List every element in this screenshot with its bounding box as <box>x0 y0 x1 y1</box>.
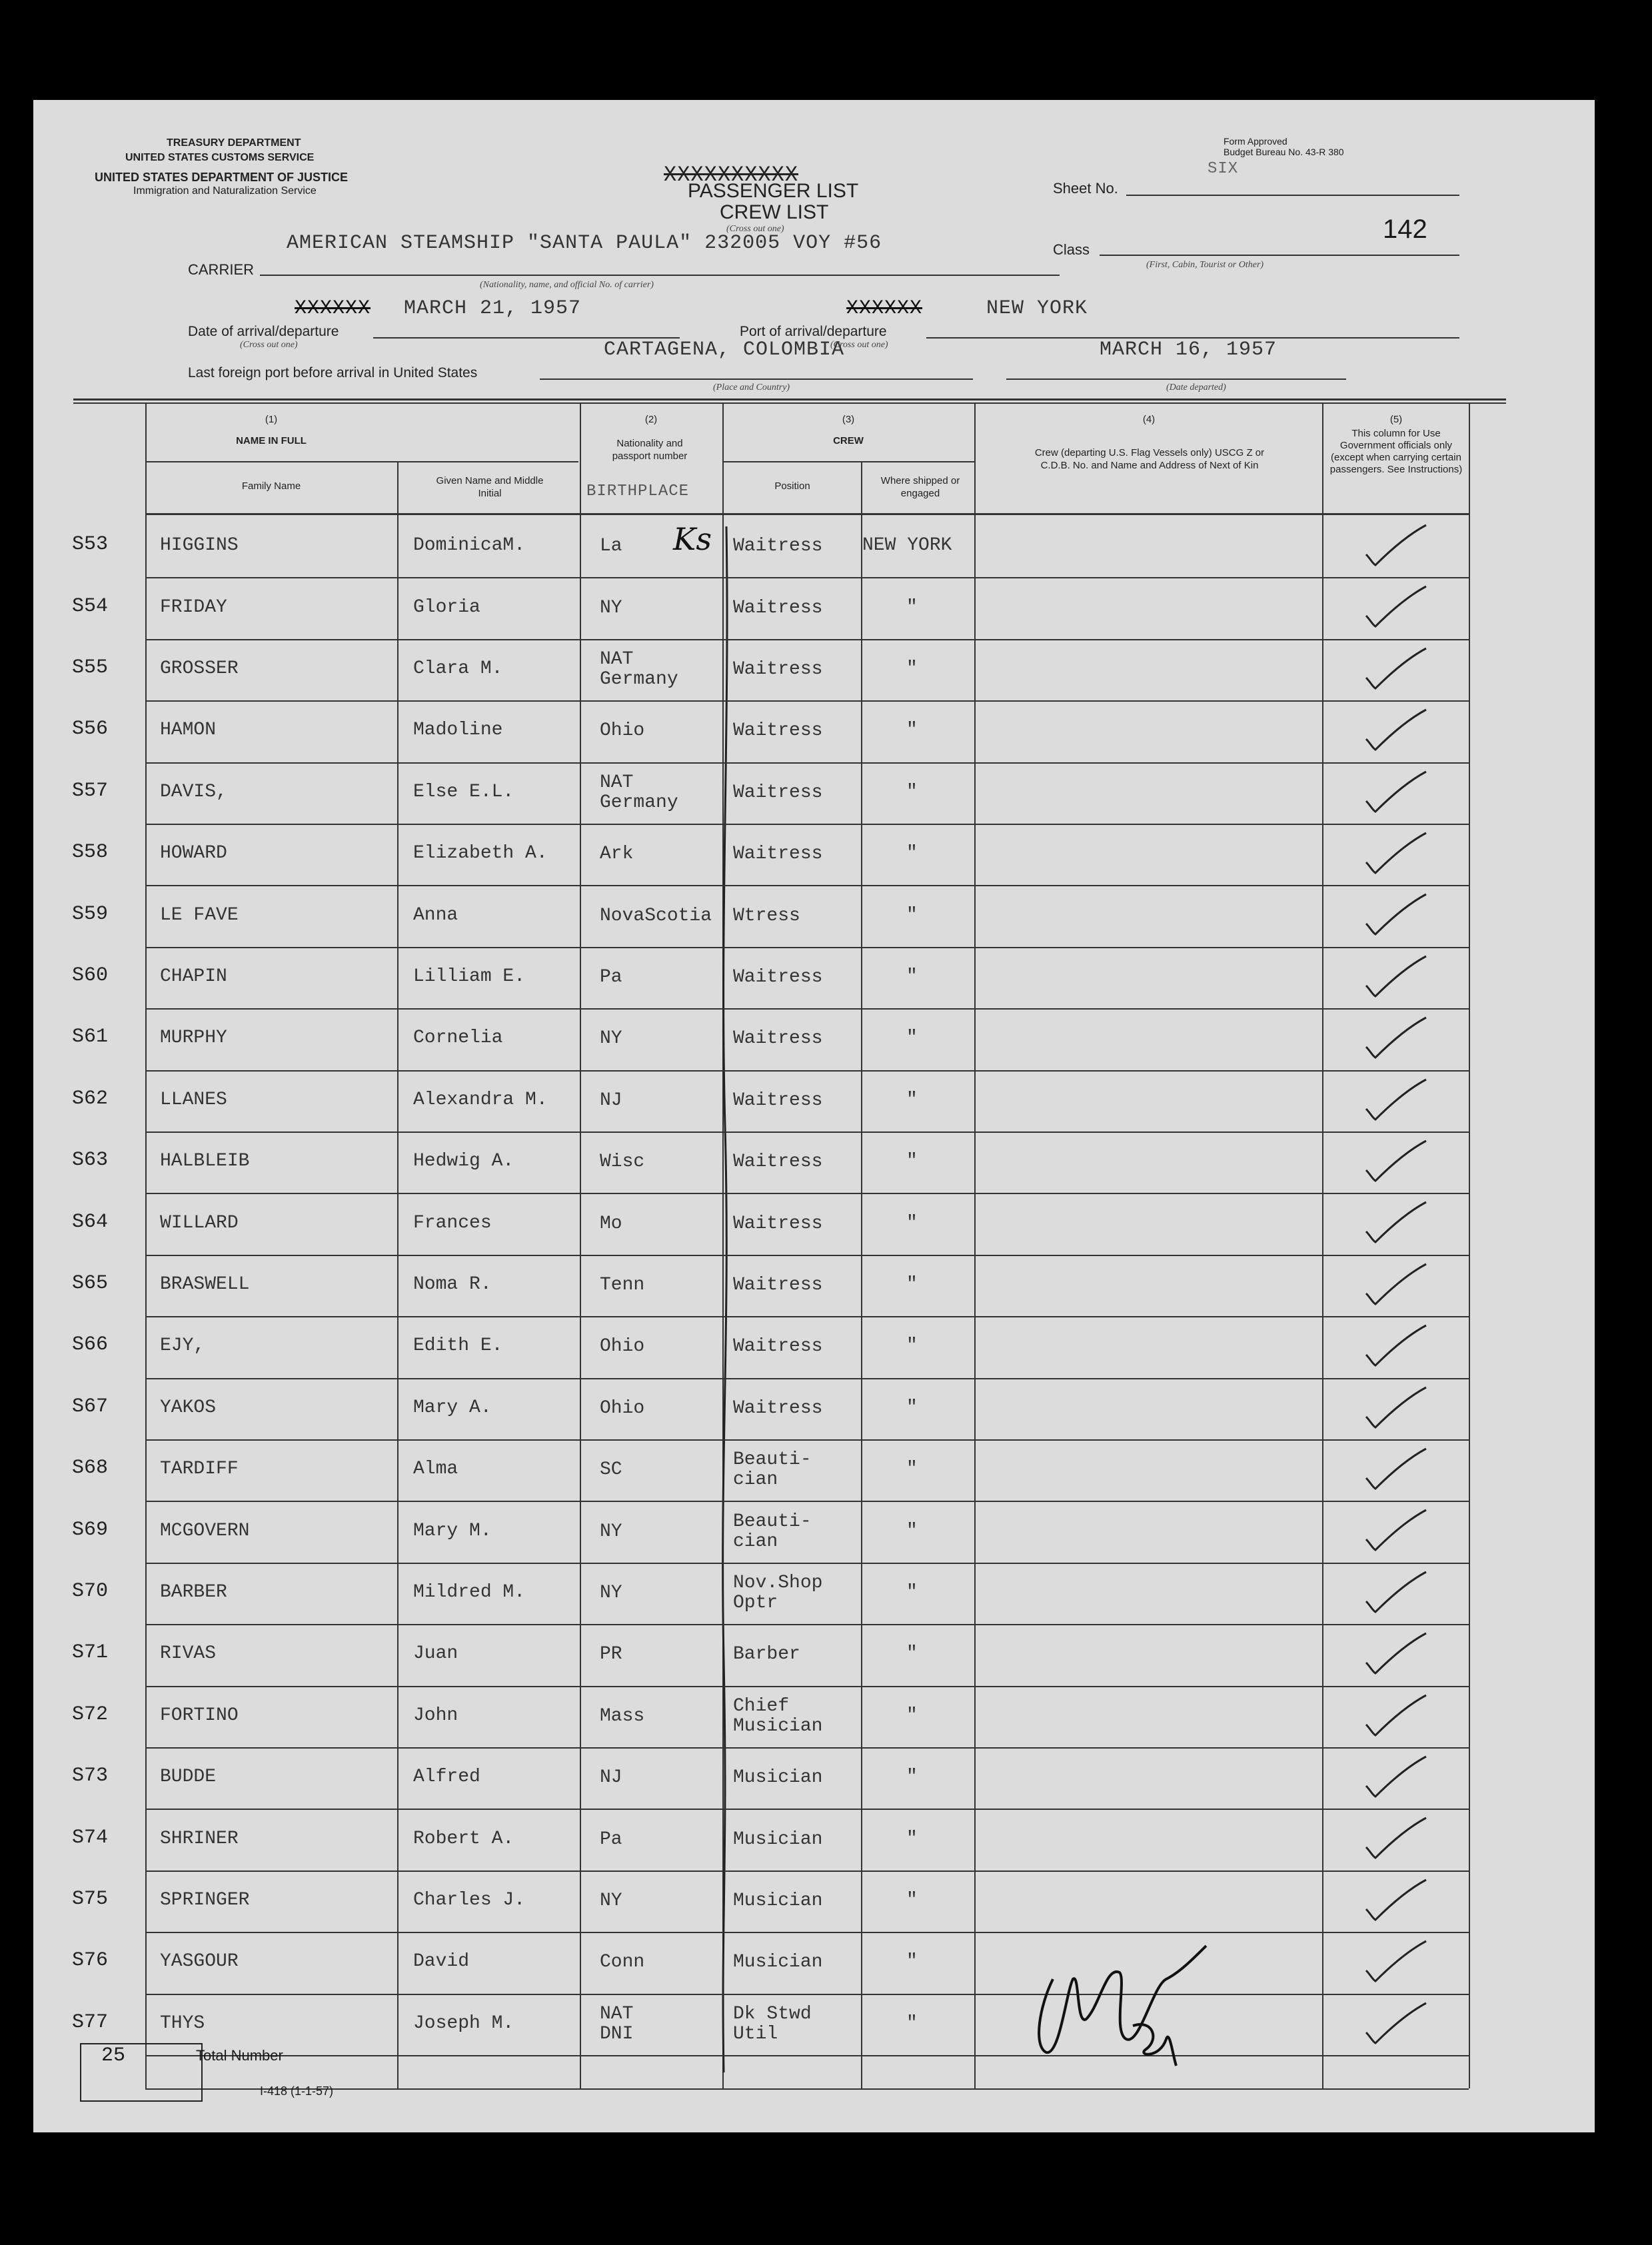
row-divider <box>145 1193 1469 1194</box>
sheet-no-value: SIX <box>1208 160 1239 178</box>
check-mark <box>1359 829 1433 882</box>
row-number: S66 <box>72 1333 109 1357</box>
date-struck: XXXXXX <box>295 297 371 320</box>
where-shipped-cell: " <box>906 1582 918 1603</box>
where-shipped-cell: " <box>906 1089 918 1110</box>
row-divider <box>145 1686 1469 1687</box>
given-name-cell: Robert A. <box>413 1828 514 1849</box>
row-divider <box>145 1747 1469 1749</box>
position-cell: Beauti- cian <box>733 1449 812 1491</box>
position-cell: Musician <box>733 1890 823 1911</box>
where-shipped-cell: " <box>906 1828 918 1849</box>
col-position: Position <box>774 480 810 492</box>
where-shipped-cell: " <box>906 1151 918 1172</box>
given-name-cell: Madoline <box>413 720 503 741</box>
row-divider <box>145 1624 1469 1625</box>
date-departed-value: MARCH 16, 1957 <box>1100 339 1277 361</box>
carrier-label: CARRIER <box>188 261 255 278</box>
family-name-cell: FRIDAY <box>160 596 227 618</box>
row-divider <box>145 1501 1469 1502</box>
where-shipped-cell: " <box>906 596 918 618</box>
row-divider <box>145 1070 1469 1072</box>
given-name-cell: Joseph M. <box>413 2012 514 2034</box>
family-name-cell: CHAPIN <box>160 966 227 987</box>
row-number: S53 <box>72 533 109 556</box>
position-cell: Musician <box>733 1767 823 1789</box>
crew-list-title: CREW LIST <box>720 201 829 223</box>
nationality-cell: NovaScotia <box>600 905 712 926</box>
row-number: S73 <box>72 1765 109 1788</box>
family-name-cell: SPRINGER <box>160 1890 250 1910</box>
port-value: NEW YORK <box>986 297 1088 320</box>
last-port-label: Last foreign port before arrival in United States <box>188 365 478 380</box>
given-name-cell: Mildred M. <box>413 1582 526 1603</box>
family-name-cell: DAVIS, <box>160 781 227 802</box>
check-mark <box>1359 1937 1433 1990</box>
position-cell: Waitress <box>733 782 823 803</box>
nationality-cell: Ohio <box>600 1336 645 1357</box>
where-shipped-cell: " <box>906 1767 918 1788</box>
row-number: S56 <box>72 718 109 741</box>
nationality-cell: Pa <box>600 967 622 988</box>
where-shipped-cell: " <box>906 1028 918 1049</box>
check-mark <box>1359 582 1433 636</box>
position-cell: Waitress <box>733 1397 823 1419</box>
agency-customs: UNITED STATES CUSTOMS SERVICE <box>125 152 315 163</box>
given-name-cell: Alma <box>413 1459 458 1480</box>
check-mark <box>1359 768 1433 821</box>
passenger-list-title: PASSENGER LIST <box>688 180 859 202</box>
total-number-label: Total Number <box>196 2047 283 2064</box>
col2-number: (2) <box>644 414 658 425</box>
check-mark <box>1359 644 1433 698</box>
where-shipped-cell: " <box>906 904 918 926</box>
check-mark <box>1359 890 1433 944</box>
position-cell: Waitress <box>733 720 823 742</box>
position-cell: Beauti- cian <box>733 1511 812 1552</box>
row-divider <box>145 639 1469 640</box>
nationality-cell: Pa <box>600 1829 622 1850</box>
row-divider <box>145 1439 1469 1441</box>
carrier-value: AMERICAN STEAMSHIP "SANTA PAULA" 232005 VOY #56 <box>287 232 882 255</box>
given-name-cell: Mary M. <box>413 1520 492 1541</box>
row-number: S71 <box>72 1641 109 1665</box>
nationality-cell: SC <box>600 1459 622 1481</box>
row-number: S61 <box>72 1026 109 1049</box>
form-number: I-418 (1-1-57) <box>260 2084 334 2098</box>
where-shipped-cell: " <box>906 1951 918 1972</box>
row-divider <box>145 762 1469 764</box>
given-name-cell: Lilliam E. <box>413 966 526 987</box>
col4-title: Crew (departing U.S. Flag Vessels only) USCG Z or C.D.B. No. and Name and Address of Next of Kin <box>1034 447 1265 471</box>
class-label: Class <box>1053 241 1090 258</box>
row-number: S60 <box>72 964 109 987</box>
sheet-no-label: Sheet No. <box>1053 180 1118 197</box>
check-mark <box>1359 1445 1433 1498</box>
col1-title: NAME IN FULL <box>236 435 307 446</box>
check-mark <box>1359 1999 1433 2052</box>
where-shipped-cell: " <box>906 720 918 741</box>
position-cell: Waitress <box>733 659 823 680</box>
date-departed-note: (Date departed) <box>1166 382 1226 392</box>
row-divider <box>145 1809 1469 1810</box>
nationality-cell: Mo <box>600 1213 622 1234</box>
agency-ins: Immigration and Naturalization Service <box>133 185 317 197</box>
check-mark <box>1359 1753 1433 1806</box>
where-shipped-cell: " <box>906 1459 918 1480</box>
check-mark <box>1359 952 1433 1006</box>
row-number: S74 <box>72 1826 109 1849</box>
given-name-cell: Mary A. <box>413 1397 492 1418</box>
row-number: S65 <box>72 1272 109 1295</box>
check-mark <box>1359 1321 1433 1375</box>
nationality-cell: NAT Germany <box>600 772 678 813</box>
nationality-cell: Wisc <box>600 1151 645 1173</box>
row-number: S76 <box>72 1949 109 1972</box>
check-mark <box>1359 1506 1433 1559</box>
row-number: S55 <box>72 656 109 679</box>
given-name-cell: Hedwig A. <box>413 1151 514 1172</box>
row-number: S59 <box>72 902 109 926</box>
row-number: S70 <box>72 1580 109 1603</box>
given-name-cell: Charles J. <box>413 1890 526 1910</box>
row-divider <box>145 1563 1469 1564</box>
check-mark <box>1359 1260 1433 1313</box>
family-name-cell: HOWARD <box>160 843 227 864</box>
position-cell: Waitress <box>733 597 823 618</box>
position-cell: Waitress <box>733 844 823 865</box>
family-name-cell: YAKOS <box>160 1397 217 1418</box>
row-number: S64 <box>72 1210 109 1233</box>
family-name-cell: BARBER <box>160 1582 227 1603</box>
given-name-cell: DominicaM. <box>413 535 526 556</box>
nationality-cell: NY <box>600 1521 622 1542</box>
row-number: S57 <box>72 779 109 802</box>
col5-number: (5) <box>1389 414 1403 425</box>
officer-signature <box>1026 1939 1226 2072</box>
where-shipped-cell: " <box>906 1274 918 1295</box>
agency-justice: UNITED STATES DEPARTMENT OF JUSTICE <box>95 171 349 184</box>
nationality-cell: Ohio <box>600 720 645 742</box>
family-name-cell: YASGOUR <box>160 1951 239 1972</box>
nationality-cell: NAT DNI <box>600 2003 634 2044</box>
struck-title: XXXXXXXXXX <box>664 163 799 187</box>
nationality-cell: PR <box>600 1644 622 1665</box>
row-divider <box>145 1932 1469 1933</box>
given-name-cell: Gloria <box>413 596 480 618</box>
nationality-cell: NAT Germany <box>600 649 678 690</box>
family-name-cell: SHRINER <box>160 1828 239 1849</box>
agency-treasury: TREASURY DEPARTMENT <box>167 137 301 149</box>
check-mark <box>1359 1876 1433 1929</box>
form-approved: Form Approved <box>1224 136 1287 147</box>
nationality-cell: NY <box>600 597 622 618</box>
where-shipped-cell: " <box>906 1643 918 1665</box>
family-name-cell: TARDIFF <box>160 1459 239 1480</box>
col2-birthplace: BIRTHPLACE <box>586 482 690 500</box>
where-shipped-cell: " <box>906 1335 918 1357</box>
given-name-cell: Anna <box>413 904 458 926</box>
given-name-cell: Clara M. <box>413 658 503 679</box>
row-number: S77 <box>72 2010 109 2034</box>
given-name-cell: Frances <box>413 1212 492 1233</box>
given-name-cell: Cornelia <box>413 1028 503 1049</box>
where-shipped-cell: " <box>906 843 918 864</box>
family-name-cell: BRASWELL <box>160 1274 250 1295</box>
family-name-cell: FORTINO <box>160 1705 239 1726</box>
row-number: S72 <box>72 1703 109 1726</box>
position-cell: Waitress <box>733 1213 823 1234</box>
col-where-shipped: Where shipped or engaged <box>880 475 960 499</box>
family-name-cell: GROSSER <box>160 658 239 679</box>
family-name-cell: BUDDE <box>160 1767 217 1788</box>
nationality-cell: NJ <box>600 1090 622 1111</box>
col3-title: CREW <box>833 435 864 446</box>
check-mark <box>1359 1137 1433 1190</box>
row-divider <box>145 824 1469 825</box>
position-cell: Nov.Shop Optr <box>733 1573 823 1613</box>
family-name-cell: LE FAVE <box>160 904 239 926</box>
given-name-cell: Juan <box>413 1643 458 1665</box>
row-number: S54 <box>72 594 109 618</box>
col-given-name: Given Name and Middle Initial <box>436 475 544 499</box>
where-shipped-cell: " <box>906 658 918 679</box>
position-cell: Musician <box>733 1952 823 1973</box>
row-divider <box>145 947 1469 948</box>
row-divider <box>145 577 1469 578</box>
last-port-value: CARTAGENA, COLOMBIA <box>604 339 845 361</box>
row-number: S68 <box>72 1457 109 1480</box>
col1-number: (1) <box>265 414 278 425</box>
row-number: S75 <box>72 1888 109 1910</box>
check-mark <box>1359 1814 1433 1867</box>
row-number: S69 <box>72 1518 109 1541</box>
row-divider <box>145 1871 1469 1872</box>
family-name-cell: HIGGINS <box>160 535 239 556</box>
port-struck: XXXXXX <box>846 297 923 320</box>
nationality-cell: Ark <box>600 844 634 865</box>
nationality-cell: NY <box>600 1028 622 1050</box>
check-mark <box>1359 1691 1433 1745</box>
check-mark <box>1359 1629 1433 1683</box>
given-name-cell: David <box>413 1951 470 1972</box>
row-divider <box>145 1131 1469 1133</box>
given-name-cell: Edith E. <box>413 1335 503 1357</box>
position-cell: Dk Stwd Util <box>733 2003 812 2044</box>
col-family-name: Family Name <box>241 480 301 492</box>
row-divider <box>145 885 1469 886</box>
row-number: S58 <box>72 841 109 864</box>
where-shipped-cell: " <box>906 1705 918 1726</box>
position-cell: Waitress <box>733 536 823 557</box>
nationality-cell: La <box>600 536 622 557</box>
family-name-cell: MCGOVERN <box>160 1520 250 1541</box>
nationality-cell: NY <box>600 1890 622 1911</box>
col2-title: Nationality and passport number <box>612 438 688 462</box>
row-divider <box>145 1994 1469 1995</box>
row-divider <box>145 1255 1469 1256</box>
position-cell: Musician <box>733 1829 823 1850</box>
position-cell: Barber <box>733 1644 800 1665</box>
given-name-cell: Noma R. <box>413 1274 492 1295</box>
position-cell: Waitress <box>733 1090 823 1111</box>
port-cross-note: (Cross out one) <box>830 340 888 350</box>
check-mark <box>1359 1568 1433 1621</box>
given-name-cell: Alexandra M. <box>413 1089 548 1110</box>
family-name-cell: EJY, <box>160 1335 205 1357</box>
nationality-cell: Ohio <box>600 1397 645 1419</box>
given-name-cell: Alfred <box>413 1767 480 1788</box>
where-shipped-cell: " <box>906 1397 918 1418</box>
position-cell: Waitress <box>733 1028 823 1050</box>
check-mark <box>1359 1076 1433 1129</box>
row-number: S67 <box>72 1395 109 1418</box>
where-shipped-cell: " <box>906 781 918 802</box>
given-name-cell: Else E.L. <box>413 781 514 802</box>
carrier-note: (Nationality, name, and official No. of carrier) <box>480 280 654 290</box>
col4-number: (4) <box>1142 414 1156 425</box>
where-shipped-cell: " <box>906 1520 918 1541</box>
position-cell: Waitress <box>733 1151 823 1173</box>
nationality-cell: Mass <box>600 1705 645 1727</box>
check-mark <box>1359 1014 1433 1067</box>
row-divider <box>145 2055 1469 2056</box>
total-number-value: 25 <box>101 2044 126 2067</box>
date-cross-note: (Cross out one) <box>240 340 298 350</box>
nationality-cell: Conn <box>600 1952 645 1973</box>
position-cell: Waitress <box>733 967 823 988</box>
row-divider <box>145 1378 1469 1379</box>
position-cell: Chief Musician <box>733 1695 823 1737</box>
family-name-cell: WILLARD <box>160 1212 239 1233</box>
row-divider <box>145 1008 1469 1010</box>
col3-number: (3) <box>842 414 855 425</box>
where-shipped-cell: NEW YORK <box>862 535 952 556</box>
family-name-cell: LLANES <box>160 1089 227 1110</box>
check-mark <box>1359 1198 1433 1251</box>
row-number: S62 <box>72 1087 109 1110</box>
family-name-cell: HALBLEIB <box>160 1151 250 1172</box>
position-cell: Waitress <box>733 1275 823 1295</box>
family-name-cell: RIVAS <box>160 1643 217 1665</box>
where-shipped-cell: " <box>906 966 918 987</box>
port-label: Port of arrival/departure <box>740 324 887 339</box>
handwritten-initials: Ks <box>673 521 712 557</box>
row-divider <box>145 1316 1469 1317</box>
col5-title: This column for Use Government officials only (except when carrying certain passengers. See Instructions) <box>1329 428 1463 475</box>
page-number: 142 <box>1383 215 1427 244</box>
nationality-cell: NY <box>600 1583 622 1603</box>
given-name-cell: Elizabeth A. <box>413 843 548 864</box>
check-mark <box>1359 521 1433 574</box>
title-cross-out-note: (Cross out one) <box>726 224 784 234</box>
nationality-cell: NJ <box>600 1767 622 1789</box>
given-name-cell: John <box>413 1705 458 1726</box>
where-shipped-cell: " <box>906 2012 918 2034</box>
where-shipped-cell: " <box>906 1212 918 1233</box>
family-name-cell: MURPHY <box>160 1028 227 1049</box>
nationality-cell: Tenn <box>600 1275 645 1295</box>
date-arrival-value: MARCH 21, 1957 <box>404 297 582 320</box>
position-cell: Waitress <box>733 1336 823 1357</box>
family-name-cell: HAMON <box>160 720 217 741</box>
crew-list-sheet <box>33 100 1595 2132</box>
check-mark <box>1359 1383 1433 1437</box>
class-note: (First, Cabin, Tourist or Other) <box>1146 260 1264 270</box>
where-shipped-cell: " <box>906 1890 918 1910</box>
date-arrival-label: Date of arrival/departure <box>188 324 339 339</box>
row-number: S63 <box>72 1149 109 1172</box>
check-mark <box>1359 706 1433 759</box>
position-cell: Wtress <box>733 905 800 926</box>
family-name-cell: THYS <box>160 2012 205 2034</box>
total-number-box <box>80 2043 203 2102</box>
row-divider <box>145 700 1469 702</box>
budget-bureau-number: Budget Bureau No. 43-R 380 <box>1224 147 1344 157</box>
last-port-note: (Place and Country) <box>713 382 790 392</box>
